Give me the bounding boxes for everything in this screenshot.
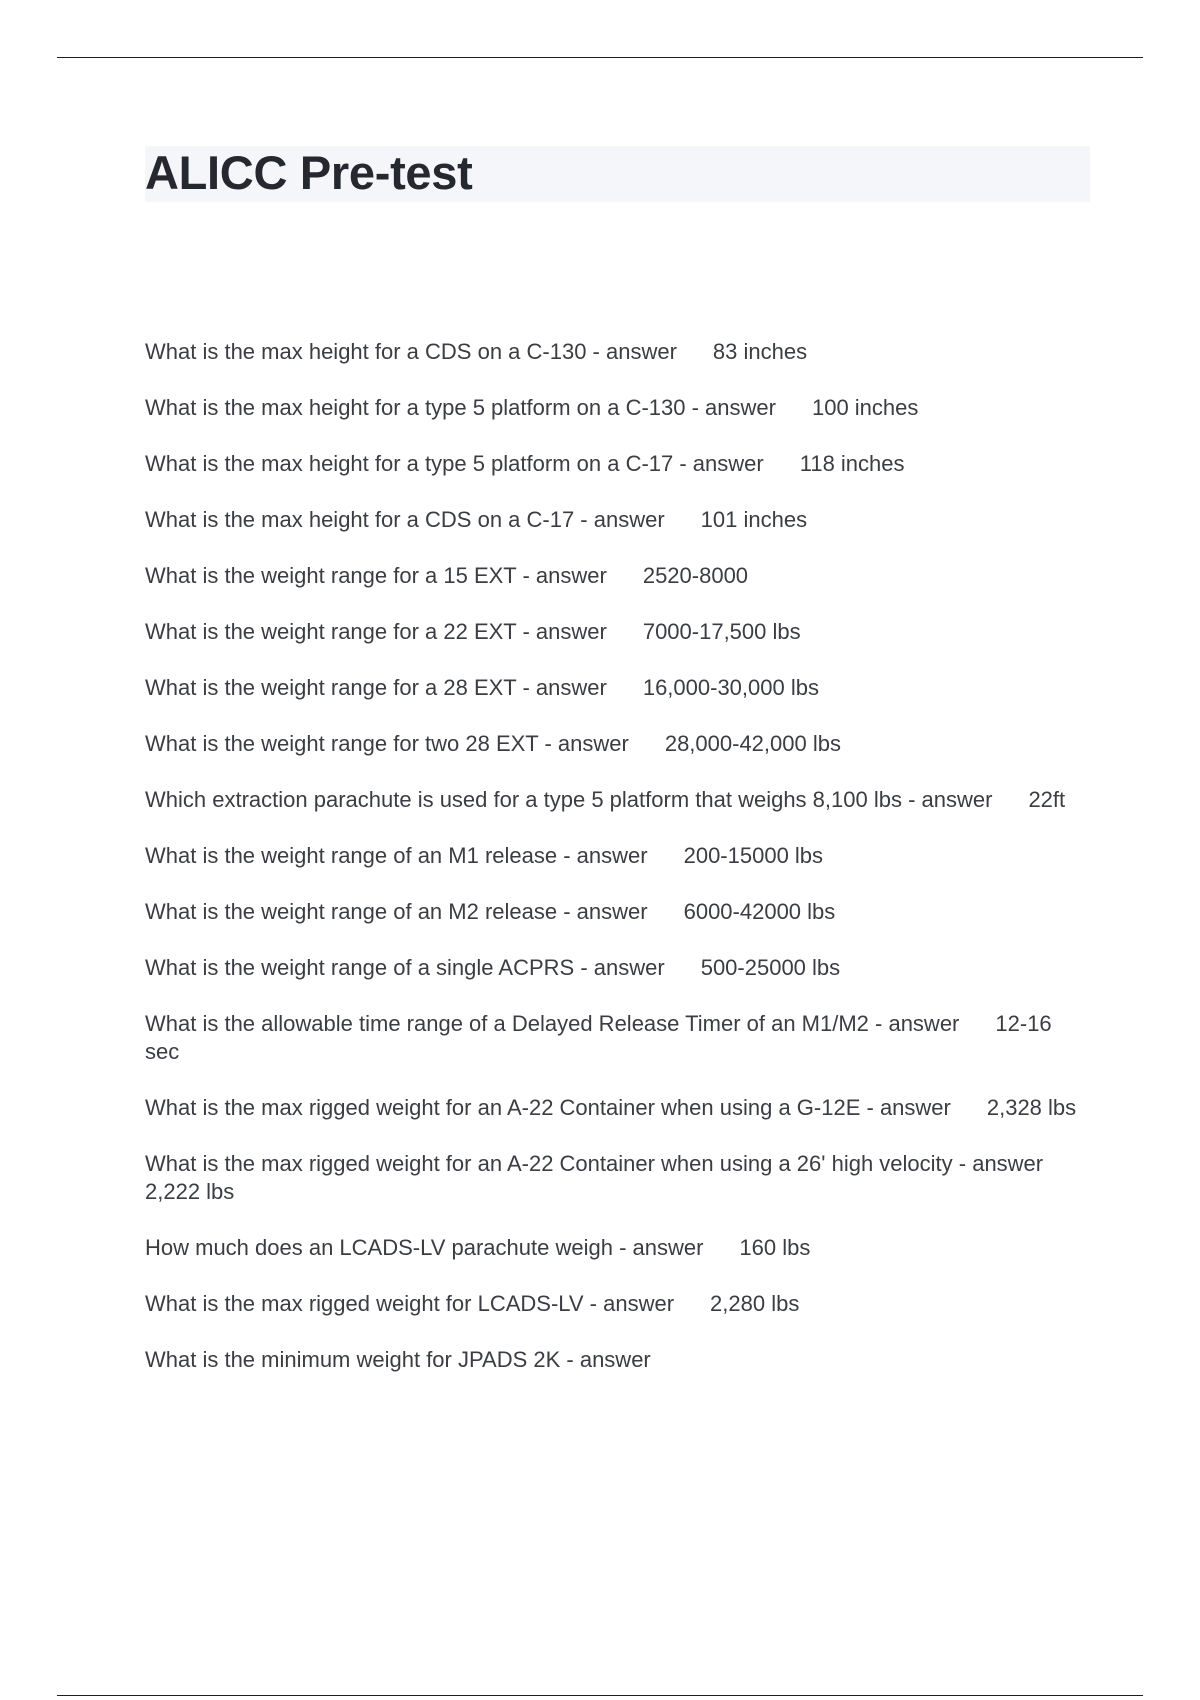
qa-list: [145, 338, 1090, 1402]
qa-item: [145, 338, 1090, 366]
question-text: What is the weight range for two 28 EXT - answer: [145, 731, 629, 756]
answer-text: 2,280 lbs: [710, 1291, 800, 1316]
question-text: What is the max height for a CDS on a C-17 - answer: [145, 507, 665, 532]
answer-text: 22ft: [1028, 787, 1066, 812]
answer-text: 200-15000 lbs: [683, 843, 824, 868]
question-text: How much does an LCADS-LV parachute weigh - answer: [145, 1235, 704, 1260]
answer-text: 16,000-30,000 lbs: [642, 675, 819, 700]
question-text: What is the minimum weight for JPADS 2K - answer: [145, 1347, 651, 1372]
qa-item: [145, 674, 1090, 702]
answer-text: 6000-42000 lbs: [683, 899, 836, 924]
answer-text: 101 inches: [700, 507, 808, 532]
qa-item: [145, 1150, 1090, 1206]
qa-item: [145, 786, 1090, 814]
page-title: ALICC Pre-test: [145, 146, 473, 199]
qa-item: [145, 1290, 1090, 1318]
question-text: What is the max height for a type 5 platform on a C-130 - answer: [145, 395, 776, 420]
question-text: What is the weight range of an M1 release - answer: [145, 843, 648, 868]
question-text: What is the weight range of an M2 release - answer: [145, 899, 648, 924]
bottom-rule: [57, 1695, 1143, 1696]
answer-text: 160 lbs: [739, 1235, 811, 1260]
qa-item: [145, 506, 1090, 534]
qa-item: [145, 1346, 1090, 1374]
qa-item: [145, 730, 1090, 758]
answer-text: 118 inches: [799, 451, 905, 476]
answer-text: 2,328 lbs: [986, 1095, 1077, 1120]
question-text: What is the weight range for a 22 EXT - answer: [145, 619, 607, 644]
qa-item: [145, 1010, 1090, 1066]
question-text: What is the max height for a CDS on a C-130 - answer: [145, 339, 677, 364]
answer-text: 83 inches: [712, 339, 808, 364]
question-text: What is the weight range for a 28 EXT - answer: [145, 675, 607, 700]
qa-item: [145, 954, 1090, 982]
qa-item: [145, 898, 1090, 926]
question-text: What is the max rigged weight for LCADS-LV - answer: [145, 1291, 675, 1316]
top-rule: [57, 57, 1143, 58]
qa-item: [145, 450, 1090, 478]
answer-text: 12-16 sec: [145, 1011, 1052, 1064]
answer-text: 7000-17,500 lbs: [642, 619, 801, 644]
answer-text: 100 inches: [811, 395, 919, 420]
question-text: What is the max height for a type 5 platform on a C-17 - answer: [145, 451, 764, 476]
answer-text: 500-25000 lbs: [700, 955, 841, 980]
answer-text: 2,222 lbs: [145, 1179, 235, 1204]
qa-item: [145, 618, 1090, 646]
qa-item: [145, 1234, 1090, 1262]
qa-item: [145, 1094, 1090, 1122]
question-text: What is the max rigged weight for an A-22 Container when using a 26' high velocity - answer: [145, 1151, 1044, 1176]
question-text: What is the max rigged weight for an A-22 Container when using a G-12E - answer: [145, 1095, 951, 1120]
qa-item: [145, 842, 1090, 870]
qa-item: [145, 394, 1090, 422]
question-text: What is the weight range of a single ACPRS - answer: [145, 955, 665, 980]
answer-text: 28,000-42,000 lbs: [664, 731, 841, 756]
qa-item: [145, 562, 1090, 590]
answer-text: 2520-8000: [642, 563, 749, 588]
question-text: What is the allowable time range of a Delayed Release Timer of an M1/M2 - answer: [145, 1011, 960, 1036]
question-text: Which extraction parachute is used for a type 5 platform that weighs 8,100 lbs - answer: [145, 787, 993, 812]
question-text: What is the weight range for a 15 EXT - answer: [145, 563, 607, 588]
